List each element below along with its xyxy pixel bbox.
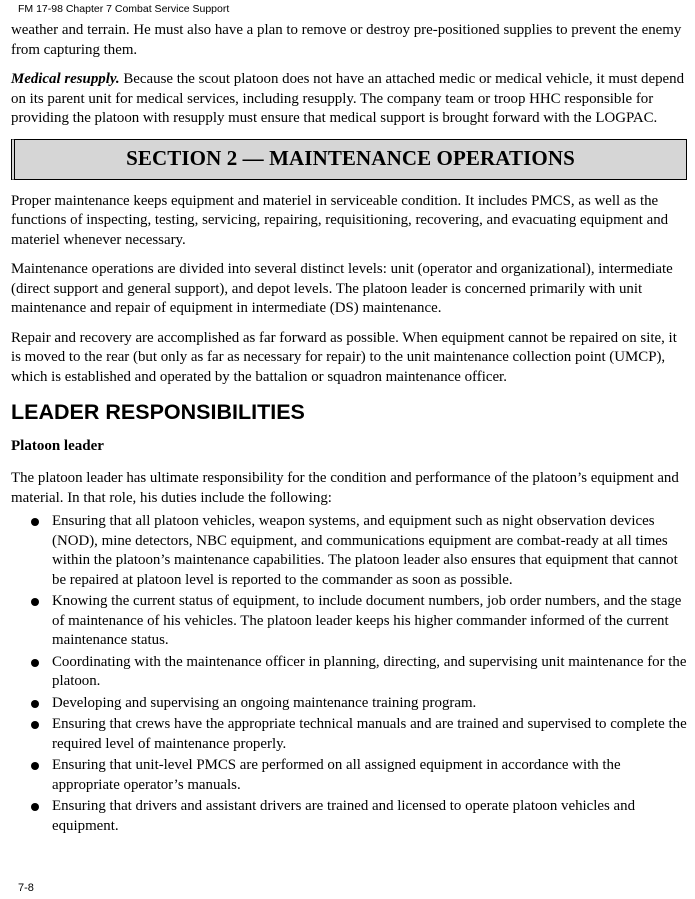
document-body — [11, 21, 687, 838]
leader-responsibilities-heading: LEADER RESPONSIBILITIES — [11, 400, 305, 424]
section-title: SECTION 2 — MAINTENANCE OPERATIONS — [126, 146, 575, 171]
bullet-icon — [31, 598, 39, 606]
maintenance-paragraph-2: Maintenance operations are divided into several distinct levels: unit (operator and organizational), intermediate (direct support and general support), and depot levels. The platoon leader is concerned primarily with unit maintenance and repair of equipment in intermediate (DS) maintenance. — [11, 261, 673, 316]
list-item-text: Ensuring that unit-level PMCS are performed on all assigned equipment in accordance with the appropriate operator’s manuals. — [52, 757, 621, 793]
maintenance-paragraph-3: Repair and recovery are accomplished as far forward as possible. When equipment cannot be repaired on site, it is moved to the rear (but only as far as necessary for repair) to the unit maintenance collection point (UMCP), which is established and operated by the battalion or squadron maintenance officer. — [11, 329, 677, 385]
list-item-text: Ensuring that all platoon vehicles, weapon systems, and equipment such as night observation devices (NOD), mine detectors, NBC equipment, and communications equipment are combat-ready at all times within the platoon’s maintenance capabilities. The platoon leader also ensures that equipment that cannot be repaired at platoon level is reported to the commander as soon as possible. — [52, 513, 678, 588]
platoon-leader-subheading: Platoon leader — [11, 438, 104, 454]
bullet-icon — [31, 659, 39, 667]
bullet-icon — [31, 803, 39, 811]
list-item — [11, 653, 687, 692]
list-item-text: Developing and supervising an ongoing maintenance training program. — [52, 694, 477, 711]
list-item — [11, 512, 687, 590]
bullet-icon — [31, 518, 39, 526]
list-item-text: Ensuring that drivers and assistant drivers are trained and licensed to operate platoon vehicles and equipment. — [52, 798, 636, 834]
bullet-icon — [31, 721, 39, 729]
list-item-text: Knowing the current status of equipment, to include document numbers, job order numbers, and the stage of maintenance of his vehicles. The platoon leader keeps his higher commander informed of the current maintenance status. — [52, 593, 682, 648]
running-header: FM 17-98 Chapter 7 Combat Service Support — [18, 3, 230, 15]
list-item-text: Ensuring that crews have the appropriate technical manuals and are trained and supervised to complete the required level of maintenance properly. — [52, 716, 687, 752]
list-item-text: Coordinating with the maintenance officer in planning, directing, and supervising unit maintenance for the platoon. — [52, 653, 687, 689]
bullet-icon — [31, 700, 39, 708]
medical-resupply-paragraph — [11, 70, 687, 129]
list-item — [11, 756, 687, 795]
duties-list — [11, 512, 687, 836]
list-item — [11, 797, 687, 836]
maintenance-paragraph-1: Proper maintenance keeps equipment and materiel in serviceable condition. It includes PMCS, as well as the functions of inspecting, testing, servicing, repairing, requisitioning, recovering, and evacuating equipment and materiel whenever necessary. — [11, 192, 669, 248]
list-item — [11, 694, 687, 714]
list-item — [11, 592, 687, 651]
list-item — [11, 715, 687, 754]
section-heading-box — [11, 139, 687, 180]
medical-resupply-text: Because the scout platoon does not have an attached medic or medical vehicle, it must depend on its parent unit for medical services, including resupply. The company team or troop HHC responsible for providing the platoon with resupply must ensure that medical support is brought forward with the LOGPAC. — [11, 71, 685, 126]
medical-resupply-runin: Medical resupply. — [11, 71, 120, 87]
intro-continuation: weather and terrain. He must also have a plan to remove or destroy pre-positioned supplies to prevent the enemy from capturing them. — [11, 22, 682, 58]
platoon-leader-intro: The platoon leader has ultimate responsibility for the condition and performance of the platoon’s equipment and material. In that role, his duties include the following: — [11, 470, 679, 506]
page-number: 7-8 — [18, 882, 34, 894]
bullet-icon — [31, 762, 39, 770]
